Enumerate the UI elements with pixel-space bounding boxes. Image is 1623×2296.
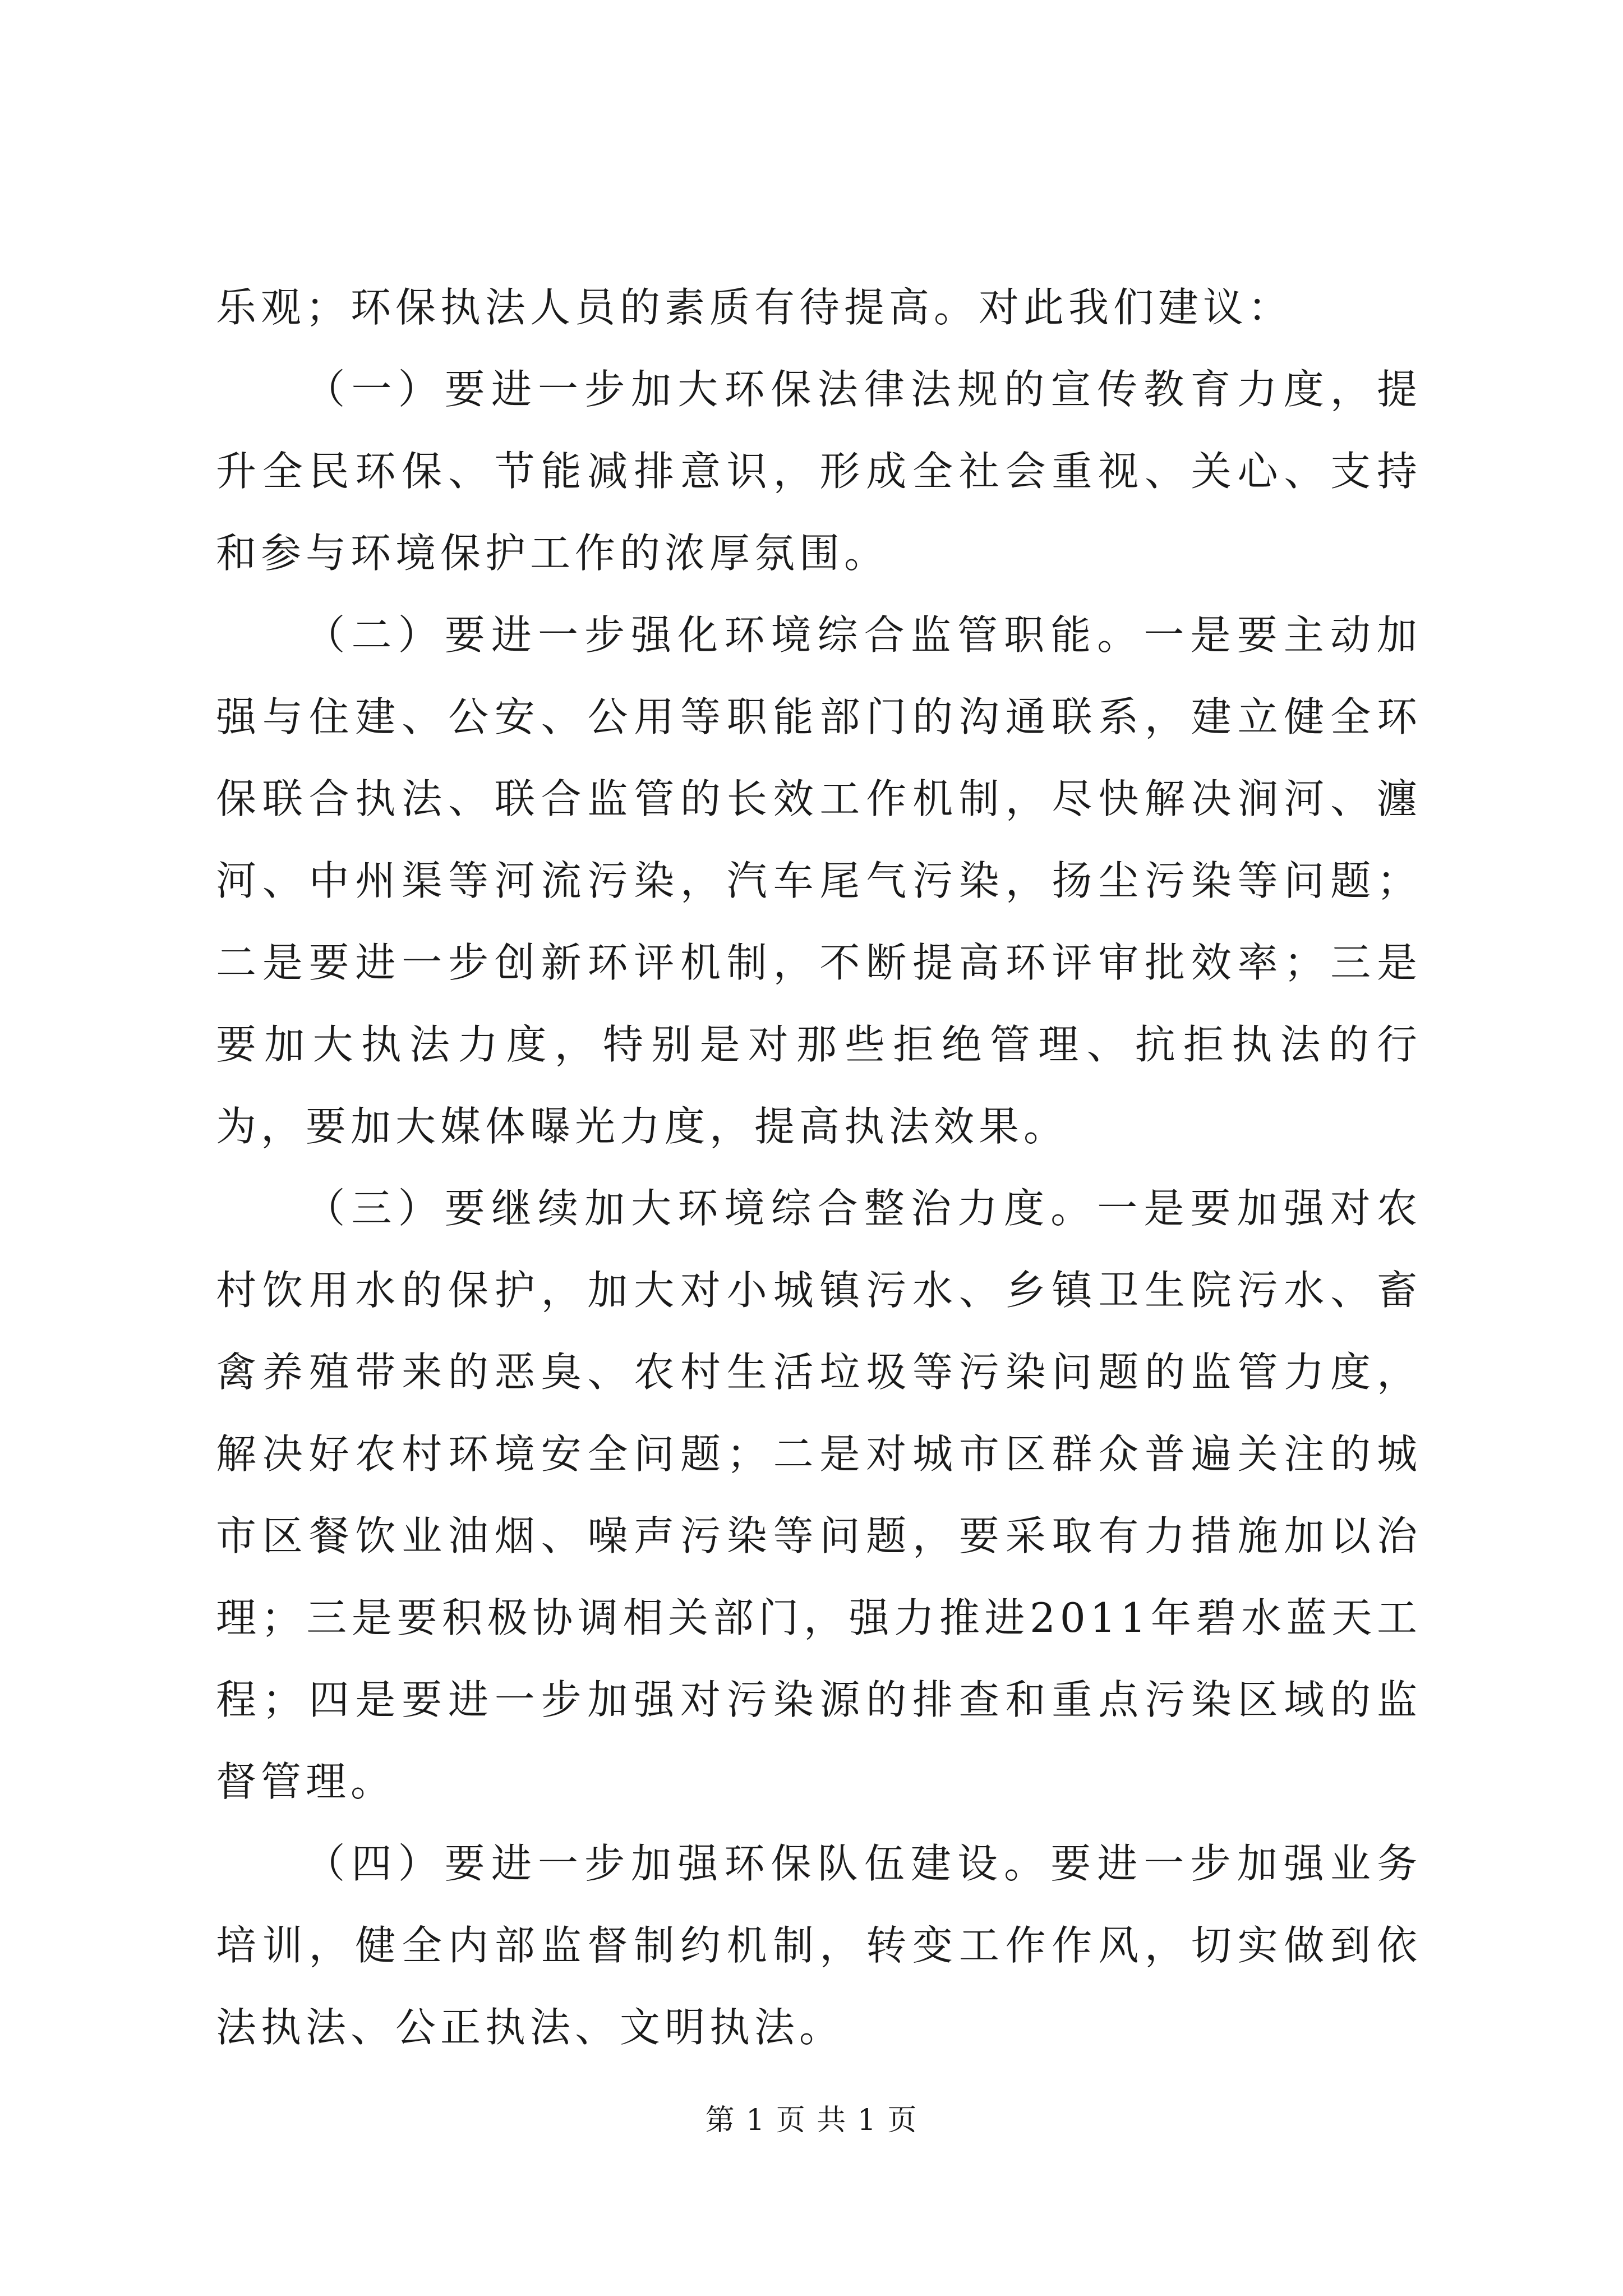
paragraph-continuation: 乐观；环保执法人员的素质有待提高。对此我们建议： bbox=[216, 284, 1293, 331]
page-number-footer: 第 1 页 共 1 页 bbox=[705, 2104, 918, 2137]
paragraph-suggestion-4: （四）要进一步加强环保队伍建设。要进一步加强业务培训，健全内部监督制约机制，转变工作作风，切实做到依法执法、公正执法、文明执法。 bbox=[216, 1840, 1422, 2051]
paragraph-suggestion-2: （二）要进一步强化环境综合监管职能。一是要主动加强与住建、公安、公用等职能部门的沟通联系，建立健全环保联合执法、联合监管的长效工作机制，尽快解决涧河、瀍河、中州渠等河流污染，汽车尾气污染，扬尘污染等问题；二是要进一步创新环评机制，不断提高环评审批效率；三是要加大执法力度，特别是对那些拒绝管理、抗拒执法的行为，要加大媒体曝光力度，提高执法效果。 bbox=[216, 611, 1422, 1150]
document-body bbox=[216, 266, 1422, 2068]
paragraph-suggestion-1: （一）要进一步加大环保法律法规的宣传教育力度，提升全民环保、节能减排意识，形成全社会重视、关心、支持和参与环境保护工作的浓厚氛围。 bbox=[216, 366, 1422, 577]
paragraph-suggestion-3: （三）要继续加大环境综合整治力度。一是要加强对农村饮用水的保护，加大对小城镇污水、乡镇卫生院污水、畜禽养殖带来的恶臭、农村生活垃圾等污染问题的监管力度，解决好农村环境安全问题；二是对城市区群众普遍关注的城市区餐饮业油烟、噪声污染等问题，要采取有力措施加以治理；三是要积极协调相关部门，强力推进2011年碧水蓝天工程；四是要进一步加强对污染源的排查和重点污染区域的监督管理。 bbox=[216, 1185, 1422, 1805]
